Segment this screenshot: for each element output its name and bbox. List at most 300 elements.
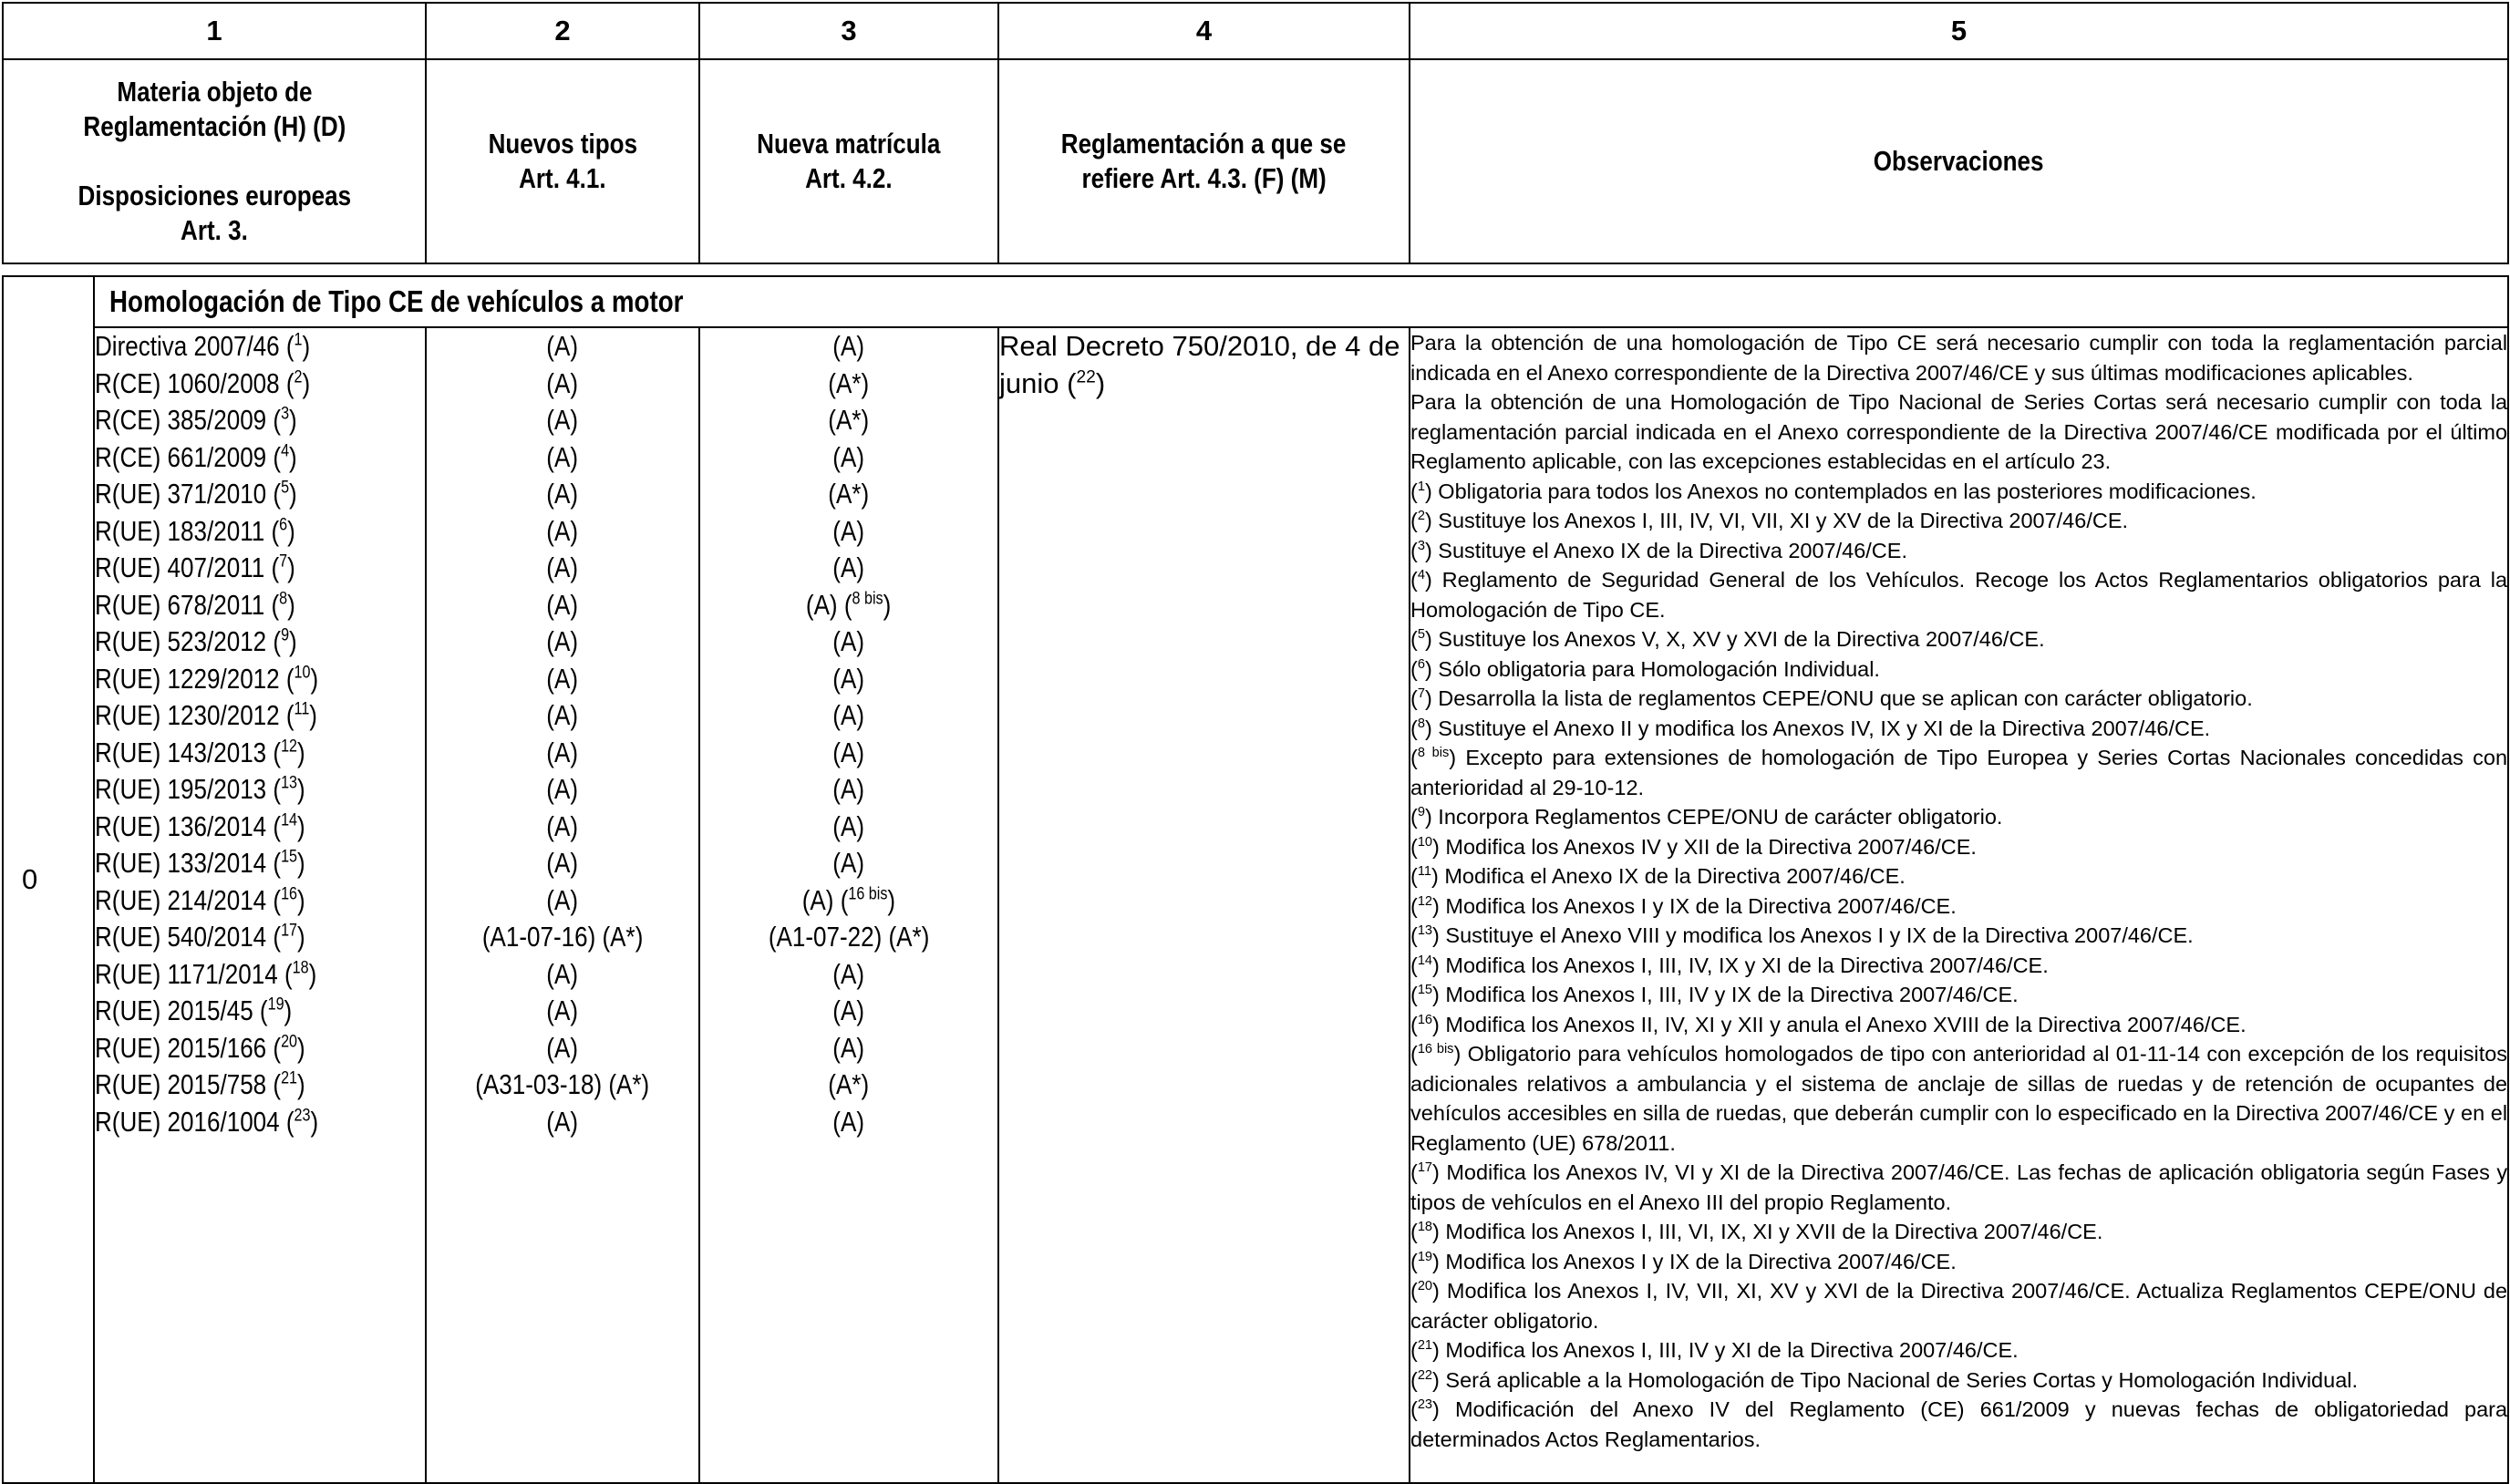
- new-registration-item: [700, 366, 997, 403]
- regulation-note: 15: [281, 847, 298, 867]
- col1-header-line3: Disposiciones europeas: [77, 180, 351, 211]
- col1-header-line2: Reglamentación (H) (D): [83, 110, 346, 142]
- footnote-text: Modifica los Anexos I, III, IV, IX y XI de la Directiva 2007/46/CE.: [1445, 953, 2049, 977]
- footnote-text: Incorpora Reglamentos CEPE/ONU de carácter obligatorio.: [1438, 805, 2003, 829]
- regulation-name: R(UE) 1230/2012: [95, 699, 280, 731]
- new-registration-value: (A*): [828, 366, 870, 399]
- footnote: ($^5$) Sustituye los Anexos V, X, XV y XVI de la Directiva 2007/46/CE.: [1410, 627, 2045, 651]
- regulation-item-text: R(UE) 2015/166 ($^{20}$): [95, 1031, 305, 1064]
- new-registration-value: (A*): [828, 478, 870, 510]
- regulation-note: 14: [281, 810, 298, 830]
- footnote-ref: 7: [1417, 686, 1425, 702]
- footnote-ref: 12: [1417, 893, 1433, 909]
- new-registration-item: [700, 919, 997, 956]
- new-registration-value: (A): [832, 699, 865, 731]
- footnote: ($^{21}$) Modifica los Anexos I, III, IV y XI de la Directiva 2007/46/CE.: [1410, 1338, 2019, 1362]
- regulation-item: [95, 735, 425, 772]
- new-registration-value: (A): [801, 883, 834, 916]
- footnote: ($^3$) Sustituye el Anexo IX de la Directiva 2007/46/CE.: [1410, 538, 1907, 562]
- new-types-value: (A1-07-16) (A*): [481, 921, 644, 953]
- regulation-item-text: R(UE) 136/2014 ($^{14}$): [95, 809, 305, 842]
- new-types-item: [427, 328, 698, 366]
- col2-header-line1: Nuevos tipos: [488, 128, 637, 160]
- new-registration-value: (A*): [828, 404, 870, 436]
- footnote-ref: 11: [1417, 864, 1431, 880]
- new-types-value: (A): [546, 478, 579, 510]
- new-registration-item-text: [829, 476, 870, 513]
- new-registration-item: [700, 513, 997, 551]
- footnote-ref: 18: [1417, 1220, 1433, 1235]
- new-registration-item: [700, 956, 997, 994]
- column-title-row: [3, 59, 2508, 263]
- new-registration-item: [700, 809, 997, 846]
- observations-intro-2: Para la obtención de una Homologación de Tipo Nacional de Series Cortas será necesario cumplir con toda la reglamentación parcial indicada en el Anexo correspondiente de la Directiva 2007/46/CE modificada por el último Reglamento aplicable, con las excepciones establecidas en el artículo 23.: [1410, 390, 2508, 473]
- regulation-item-text: R(CE) 1060/2008 ($^2$): [95, 366, 311, 399]
- new-types-item: [427, 402, 698, 439]
- new-registration-note: 16 bis: [848, 884, 888, 904]
- new-types-item: [427, 1067, 698, 1104]
- header-table: [2, 2, 2509, 264]
- regulation-item: [95, 623, 425, 661]
- regulation-note: 9: [281, 625, 290, 645]
- footnote-text: Sustituye los Anexos I, III, IV, VI, VII, XI y XV de la Directiva 2007/46/CE.: [1438, 509, 2129, 532]
- new-registration-item: [700, 402, 997, 439]
- col4-header: [998, 59, 1410, 263]
- footnote-text: Modifica los Anexos II, IV, XI y XII y anula el Anexo XVIII de la Directiva 2007/46/CE.: [1445, 1012, 2247, 1036]
- regulation-name: R(UE) 183/2011: [95, 514, 265, 547]
- regulation-name: R(UE) 2015/758: [95, 1068, 267, 1100]
- new-registration-item: [700, 587, 997, 624]
- footnote-text: Sustituye el Anexo VIII y modifica los Anexos I y IX de la Directiva 2007/46/CE.: [1445, 923, 2194, 947]
- new-types-list: [426, 327, 699, 1483]
- new-types-item: [427, 845, 698, 882]
- reference-regulation: Real Decreto 750/2010, de 4 de junio ($^{22}$): [998, 327, 1410, 1483]
- footnote: ($^7$) Desarrolla la lista de reglamentos CEPE/ONU que se aplican con carácter obligatorio.: [1410, 686, 2253, 710]
- footnote-ref: 10: [1417, 834, 1433, 850]
- regulation-item-text: R(CE) 661/2009 ($^4$): [95, 440, 297, 473]
- footnote-text: Modifica los Anexos I y IX de la Directiva 2007/46/CE.: [1445, 893, 1957, 918]
- col4-header-line1: Reglamentación a que se: [1061, 128, 1347, 160]
- section-title: [94, 276, 2508, 327]
- footnote-ref: 6: [1417, 656, 1425, 672]
- col4-header-line2: refiere Art. 4.3. (F) (M): [1081, 162, 1327, 194]
- regulation-note: 23: [294, 1106, 311, 1126]
- regulation-name: Directiva 2007/46: [95, 330, 280, 362]
- regulation-item-text: R(UE) 1230/2012 ($^{11}$): [95, 699, 317, 731]
- footnote: ($^{16}$) Modifica los Anexos II, IV, XI y XII y anula el Anexo XVIII de la Directiva 2007/46/CE.: [1410, 1012, 2247, 1036]
- footnote-text: Reglamento de Seguridad General de los Vehículos. Recoge los Actos Reglamentarios obligatorios para la Homologación de Tipo CE.: [1410, 568, 2508, 622]
- footnote-ref: 20: [1417, 1279, 1433, 1294]
- footnote-ref: 16 bis: [1417, 1042, 1454, 1057]
- new-registration-value: (A): [832, 514, 865, 547]
- new-types-item: [427, 993, 698, 1030]
- new-registration-item-text: [833, 550, 865, 587]
- regulation-item: [95, 328, 425, 366]
- regulation-item: [95, 697, 425, 735]
- col1-header: [3, 59, 426, 263]
- new-registration-item: [700, 661, 997, 698]
- new-types-item: [427, 771, 698, 809]
- col3-header: [699, 59, 998, 263]
- regulation-item: [95, 1030, 425, 1067]
- footnote: ($^6$) Sólo obligatoria para Homologación Individual.: [1410, 656, 1880, 681]
- new-types-value: (A): [546, 847, 579, 879]
- new-registration-item-text: [833, 513, 865, 551]
- regulation-item: [95, 845, 425, 882]
- footnote-text: Modifica los Anexos I, III, IV y XI de la Directiva 2007/46/CE.: [1445, 1338, 2019, 1362]
- regulation-note: 12: [281, 737, 298, 757]
- footnote-ref: 4: [1417, 568, 1425, 583]
- footnote-ref: 3: [1417, 538, 1425, 553]
- regulation-note: 11: [294, 699, 310, 719]
- regulation-item: [95, 661, 425, 698]
- regulation-note: 18: [292, 958, 309, 978]
- regulation-name: R(UE) 143/2013: [95, 736, 267, 768]
- col3-header-line1: Nueva matrícula: [757, 128, 941, 160]
- new-registration-list: [699, 327, 998, 1483]
- footnote: ($^{12}$) Modifica los Anexos I y IX de la Directiva 2007/46/CE.: [1410, 893, 1957, 918]
- regulation-item-text: R(UE) 523/2012 ($^9$): [95, 625, 297, 657]
- new-types-value: (A): [546, 440, 579, 473]
- footnote-ref: 21: [1417, 1338, 1433, 1354]
- observations-intro-1: Para la obtención de una homologación de Tipo CE será necesario cumplir con toda la reglamentación parcial indicada en el Anexo correspondiente de la Directiva 2007/46/CE y sus últimas modificaciones aplicables.: [1410, 331, 2508, 385]
- new-types-value: (A): [546, 883, 579, 916]
- section-title-text: Homologación de Tipo CE de vehículos a motor: [109, 284, 684, 318]
- regulation-note: 1: [294, 330, 303, 350]
- regulation-item-text: R(UE) 195/2013 ($^{13}$): [95, 773, 305, 805]
- regulation-item-text: R(UE) 183/2011 ($^6$): [95, 514, 295, 547]
- regulation-item: [95, 882, 425, 920]
- new-registration-item-text: [833, 1104, 865, 1141]
- col-number-3: 3: [699, 3, 998, 59]
- footnote-ref: 17: [1417, 1160, 1433, 1176]
- footnote-text: Sólo obligatoria para Homologación Individual.: [1438, 656, 1880, 681]
- regulation-list: [94, 327, 426, 1483]
- new-registration-note: 8 bis: [852, 589, 884, 609]
- footnote: ($^{19}$) Modifica los Anexos I y IX de la Directiva 2007/46/CE.: [1410, 1249, 1957, 1273]
- footnote-ref: 16: [1417, 1012, 1433, 1027]
- footnote-ref: 19: [1417, 1249, 1433, 1264]
- new-types-value: (A): [546, 625, 579, 657]
- new-registration-item: [700, 882, 997, 920]
- new-registration-value: (A): [806, 588, 839, 621]
- new-types-item: [427, 735, 698, 772]
- reference-regulation-note: 22: [1076, 367, 1096, 387]
- col-number-5: 5: [1410, 3, 2508, 59]
- regulation-name: R(UE) 195/2013: [95, 773, 267, 805]
- new-registration-item-text: [833, 993, 865, 1030]
- new-registration-item-text: [829, 1067, 870, 1104]
- new-registration-item-text: [833, 809, 865, 846]
- footnote-text: Sustituye el Anexo IX de la Directiva 2007/46/CE.: [1438, 538, 1907, 562]
- new-types-item: [427, 697, 698, 735]
- footnote-ref: 8: [1417, 716, 1425, 731]
- regulation-table: [2, 275, 2509, 1484]
- col1-header-line1: Materia objeto de: [116, 76, 313, 108]
- footnote-ref: 14: [1417, 953, 1433, 968]
- regulation-note: 6: [279, 515, 288, 535]
- new-types-value: (A): [546, 809, 579, 842]
- footnote: ($^2$) Sustituye los Anexos I, III, IV, VI, VII, XI y XV de la Directiva 2007/46/CE.: [1410, 509, 2129, 532]
- new-registration-item: [700, 623, 997, 661]
- new-registration-item: [700, 771, 997, 809]
- col5-header-line1: Observaciones: [1874, 145, 2044, 177]
- regulation-item-text: R(UE) 133/2014 ($^{15}$): [95, 847, 305, 879]
- regulation-note: 16: [281, 884, 298, 904]
- footnote: ($^4$) Reglamento de Seguridad General de los Vehículos. Recoge los Actos Reglamentarios obligatorios para la Homologación de Tipo CE.: [1410, 568, 2508, 622]
- new-registration-value: (A): [832, 847, 865, 879]
- new-types-item: [427, 809, 698, 846]
- new-registration-item: [700, 1104, 997, 1141]
- regulation-name: R(UE) 1229/2012: [95, 662, 280, 695]
- new-registration-item-text: [833, 328, 865, 366]
- footnote-text: Obligatoria para todos los Anexos no contemplados en las posteriores modificaciones.: [1438, 479, 2257, 503]
- regulation-item: [95, 366, 425, 403]
- footnote: ($^{20}$) Modifica los Anexos I, IV, VII, XI, XV y XVI de la Directiva 2007/46/CE. Actualiza Reglamentos CEPE/ONU de carácter obligatorio.: [1410, 1279, 2508, 1333]
- new-registration-item-text: [833, 771, 865, 809]
- regulation-item: [95, 587, 425, 624]
- footnote-text: Modifica los Anexos I, III, IV y IX de la Directiva 2007/46/CE.: [1445, 983, 2019, 1006]
- new-types-value: (A): [546, 994, 579, 1026]
- footnote: ($^8$) Sustituye el Anexo II y modifica los Anexos IV, IX y XI de la Directiva 2007/46/CE.: [1410, 716, 2211, 740]
- footnote-ref: 9: [1417, 805, 1425, 820]
- new-registration-value: (A1-07-22) (A*): [768, 921, 930, 953]
- regulation-item-text: R(UE) 143/2013 ($^{12}$): [95, 736, 305, 768]
- footnote: ($^{15}$) Modifica los Anexos I, III, IV y IX de la Directiva 2007/46/CE.: [1410, 983, 2019, 1006]
- new-types-value: (A): [546, 662, 579, 695]
- new-registration-value: (A): [832, 736, 865, 768]
- footnote-text: Excepto para extensiones de homologación de Tipo Europea y Series Cortas Nacionales concedidas con anterioridad al 29-10-12.: [1410, 746, 2508, 799]
- row-number: 0: [3, 276, 94, 1483]
- new-registration-item-text: [833, 697, 865, 735]
- new-registration-item-text: [829, 402, 870, 439]
- regulation-name: R(UE) 133/2014: [95, 847, 267, 879]
- new-types-value: (A): [546, 736, 579, 768]
- regulation-name: R(UE) 371/2010: [95, 478, 267, 510]
- new-types-value: (A): [546, 1105, 579, 1138]
- footnote-text: Modifica los Anexos I, III, VI, IX, XI y XVII de la Directiva 2007/46/CE.: [1445, 1220, 2103, 1243]
- new-registration-item-text: [833, 735, 865, 772]
- regulation-note: 7: [279, 551, 288, 572]
- new-registration-item: [700, 1030, 997, 1067]
- reference-regulation-text: Real Decreto 750/2010, de 4 de junio: [999, 330, 1400, 399]
- regulation-name: R(UE) 2016/1004: [95, 1105, 280, 1138]
- new-types-value: (A): [546, 773, 579, 805]
- footnote: ($^1$) Obligatoria para todos los Anexos no contemplados en las posteriores modificaciones.: [1410, 479, 2257, 503]
- footnote-text: Modifica los Anexos I, IV, VII, XI, XV y XVI de la Directiva 2007/46/CE. Actualiza Reglamentos CEPE/ONU de carácter obligatorio.: [1410, 1279, 2508, 1333]
- footnote-ref: 22: [1417, 1367, 1433, 1383]
- content-row: [3, 327, 2508, 1483]
- footnote-ref: 13: [1417, 923, 1433, 939]
- footnote-ref: 2: [1417, 509, 1425, 524]
- col-number-1: 1: [3, 3, 426, 59]
- regulation-item: [95, 1104, 425, 1141]
- regulation-item: [95, 550, 425, 587]
- new-types-value: (A): [546, 588, 579, 621]
- regulation-name: R(UE) 523/2012: [95, 625, 267, 657]
- footnote: ($^{14}$) Modifica los Anexos I, III, IV, IX y XI de la Directiva 2007/46/CE.: [1410, 953, 2049, 977]
- new-types-item: [427, 587, 698, 624]
- footnote-text: Obligatorio para vehículos homologados de tipo con anterioridad al 01-11-14 con excepción de los requisitos adicionales relativos a ambulancia y el sistema de anclaje de sillas de ruedas y de retención de ocupantes de vehículos accesibles en silla de ruedas, que deberán cumplir con lo especificado en la Directiva 2007/46/CE y en el Reglamento (UE) 678/2011.: [1410, 1042, 2508, 1155]
- col3-header-line2: Art. 4.2.: [805, 162, 893, 194]
- observations: [1410, 327, 2508, 1483]
- footnote: ($^{13}$) Sustituye el Anexo VIII y modifica los Anexos I y IX de la Directiva 2007/46/CE.: [1410, 923, 2194, 947]
- regulation-note: 20: [281, 1032, 298, 1052]
- new-registration-item-text: [833, 956, 865, 994]
- regulation-name: R(UE) 678/2011: [95, 588, 265, 621]
- footnote: ($^{8 bis}$) Excepto para extensiones de homologación de Tipo Europea y Series Cortas Nacionales concedidas con anterioridad al 29-10-12.: [1410, 746, 2508, 799]
- new-registration-item: [700, 1067, 997, 1104]
- regulation-name: R(UE) 136/2014: [95, 809, 267, 842]
- regulation-item: [95, 919, 425, 956]
- col1-header-line4: Art. 3.: [181, 214, 248, 246]
- footnote-ref: 8 bis: [1417, 746, 1450, 761]
- footnote: ($^{17}$) Modifica los Anexos IV, VI y XI de la Directiva 2007/46/CE. Las fechas de aplicación obligatoria según Fases y tipos de vehículos en el Anexo III del propio Reglamento.: [1410, 1160, 2508, 1214]
- footnote-ref: 1: [1417, 479, 1425, 494]
- new-registration-item-text: [833, 439, 865, 477]
- new-types-item: [427, 439, 698, 477]
- footnote-text: Modificación del Anexo IV del Reglamento (CE) 661/2009 y nuevas fechas de obligatoriedad para determinados Actos Reglamentarios.: [1410, 1397, 2508, 1451]
- footnote-ref: 5: [1417, 627, 1425, 643]
- footnote: ($^{10}$) Modifica los Anexos IV y XII de la Directiva 2007/46/CE.: [1410, 834, 1977, 859]
- new-types-item: [427, 476, 698, 513]
- footnote-ref: 23: [1417, 1397, 1433, 1413]
- regulation-note: 3: [281, 404, 290, 424]
- regulation-item: [95, 993, 425, 1030]
- regulation-item: [95, 476, 425, 513]
- new-registration-value: (A*): [828, 1068, 870, 1100]
- new-types-value: (A): [546, 1031, 579, 1064]
- regulation-name: R(CE) 661/2009: [95, 440, 267, 473]
- new-registration-value: (A): [832, 440, 865, 473]
- regulation-name: R(CE) 1060/2008: [95, 366, 280, 399]
- new-registration-item-text: [833, 661, 865, 698]
- regulation-item: [95, 1067, 425, 1104]
- new-registration-item-text: (A) ($^{16 bis}$): [801, 883, 896, 916]
- regulation-item-text: R(UE) 371/2010 ($^5$): [95, 478, 297, 510]
- regulation-note: 21: [281, 1068, 298, 1088]
- footnote: ($^{22}$) Será aplicable a la Homologación de Tipo Nacional de Series Cortas y Homologación Individual.: [1410, 1367, 2359, 1392]
- footnote: ($^{11}$) Modifica el Anexo IX de la Directiva 2007/46/CE.: [1410, 864, 1906, 888]
- new-registration-value: (A): [832, 994, 865, 1026]
- new-registration-value: (A): [832, 773, 865, 805]
- new-registration-item-text: [769, 919, 930, 956]
- new-registration-value: (A): [832, 625, 865, 657]
- new-registration-item-text: [833, 623, 865, 661]
- new-types-item: [427, 919, 698, 956]
- regulation-item: [95, 439, 425, 477]
- regulation-note: 13: [281, 773, 298, 793]
- col5-header: [1410, 59, 2508, 263]
- regulation-item-text: R(UE) 1171/2014 ($^{18}$): [95, 957, 317, 990]
- regulation-name: R(UE) 540/2014: [95, 921, 267, 953]
- regulation-item-text: R(UE) 407/2011 ($^7$): [95, 551, 295, 583]
- new-types-value: (A): [546, 957, 579, 990]
- new-registration-value: (A): [832, 551, 865, 583]
- regulation-name: R(UE) 1171/2014: [95, 957, 278, 990]
- footnote-text: Desarrolla la lista de reglamentos CEPE/ONU que se aplican con carácter obligatorio.: [1438, 686, 2253, 710]
- regulation-item-text: R(UE) 1229/2012 ($^{10}$): [95, 662, 319, 695]
- new-registration-item: [700, 550, 997, 587]
- regulation-note: 8: [279, 589, 288, 609]
- regulation-item-text: R(UE) 2015/758 ($^{21}$): [95, 1068, 305, 1100]
- regulation-item-text: R(UE) 678/2011 ($^8$): [95, 588, 295, 621]
- regulation-item-text: R(UE) 2016/1004 ($^{23}$): [95, 1105, 319, 1138]
- regulation-item-text: R(UE) 214/2014 ($^{16}$): [95, 883, 305, 916]
- footnote-text: Modifica los Anexos IV, VI y XI de la Directiva 2007/46/CE. Las fechas de aplicación obligatoria según Fases y tipos de vehículos en el Anexo III del propio Reglamento.: [1410, 1160, 2508, 1214]
- footnote: ($^{23}$) Modificación del Anexo IV del Reglamento (CE) 661/2009 y nuevas fechas de obligatoriedad para determinados Actos Reglamentarios.: [1410, 1397, 2508, 1451]
- new-types-value: (A): [546, 366, 579, 399]
- regulation-item: [95, 402, 425, 439]
- regulation-name: R(UE) 214/2014: [95, 883, 267, 916]
- regulation-item: [95, 956, 425, 994]
- new-registration-item: [700, 476, 997, 513]
- new-types-item: [427, 1030, 698, 1067]
- new-registration-item-text: [833, 845, 865, 882]
- new-registration-item-text: [829, 366, 870, 403]
- new-types-item: [427, 661, 698, 698]
- footnote-ref: 15: [1417, 983, 1433, 998]
- footnote-text: Sustituye el Anexo II y modifica los Anexos IV, IX y XI de la Directiva 2007/46/CE.: [1438, 716, 2211, 740]
- new-registration-value: (A): [832, 1031, 865, 1064]
- new-registration-item: [700, 993, 997, 1030]
- new-types-item: [427, 366, 698, 403]
- new-types-item: [427, 956, 698, 994]
- new-types-item: [427, 513, 698, 551]
- regulation-note: 4: [281, 441, 290, 461]
- regulation-item-text: R(UE) 540/2014 ($^{17}$): [95, 921, 305, 953]
- footnote-text: Será aplicable a la Homologación de Tipo Nacional de Series Cortas y Homologación Individual.: [1445, 1367, 2359, 1392]
- new-registration-item: [700, 697, 997, 735]
- regulation-note: 2: [294, 367, 303, 387]
- col-number-4: 4: [998, 3, 1410, 59]
- new-types-value: (A31-03-18) (A*): [475, 1068, 650, 1100]
- regulation-item: [95, 513, 425, 551]
- regulation-note: 19: [267, 994, 284, 1015]
- regulation-item-text: Directiva 2007/46 ($^1$): [95, 330, 311, 362]
- footnote: ($^9$) Incorpora Reglamentos CEPE/ONU de carácter obligatorio.: [1410, 805, 2003, 829]
- col2-header-line2: Art. 4.1.: [519, 162, 606, 194]
- footnote: ($^{16 bis}$) Obligatorio para vehículos homologados de tipo con anterioridad al 01-11-14 con excepción de los requisitos adicionales relativos a ambulancia y el sistema de anclaje de sillas de ruedas y de retención de ocupantes de vehículos accesibles en silla de ruedas, que deberán cumplir con lo especificado en la Directiva 2007/46/CE y en el Reglamento (UE) 678/2011.: [1410, 1042, 2508, 1155]
- footnote-text: Sustituye los Anexos V, X, XV y XVI de la Directiva 2007/46/CE.: [1438, 627, 2045, 651]
- regulation-item-text: R(CE) 385/2009 ($^3$): [95, 404, 297, 436]
- regulation-note: 5: [281, 478, 290, 498]
- new-registration-item-text: (A) ($^{8 bis}$): [806, 588, 892, 621]
- new-registration-value: (A): [832, 957, 865, 990]
- new-types-value: (A): [546, 514, 579, 547]
- new-registration-item: [700, 439, 997, 477]
- new-types-value: (A): [546, 404, 579, 436]
- column-number-row: [3, 3, 2508, 59]
- regulation-name: R(UE) 2015/166: [95, 1031, 267, 1064]
- new-registration-value: (A): [832, 662, 865, 695]
- regulation-item: [95, 809, 425, 846]
- regulation-note: 10: [294, 663, 311, 683]
- new-types-item: [427, 1104, 698, 1141]
- regulation-name: R(UE) 2015/45: [95, 994, 253, 1026]
- regulation-item-text: R(UE) 2015/45 ($^{19}$): [95, 994, 293, 1026]
- regulation-name: R(UE) 407/2011: [95, 551, 265, 583]
- regulation-item: [95, 771, 425, 809]
- new-types-value: (A): [546, 551, 579, 583]
- new-registration-value: (A): [832, 1105, 865, 1138]
- section-row: [3, 276, 2508, 327]
- footnote-text: Modifica los Anexos IV y XII de la Directiva 2007/46/CE.: [1445, 834, 1977, 859]
- new-registration-item: [700, 735, 997, 772]
- new-registration-item-text: [833, 1030, 865, 1067]
- new-registration-item: [700, 845, 997, 882]
- new-registration-value: (A): [832, 330, 865, 362]
